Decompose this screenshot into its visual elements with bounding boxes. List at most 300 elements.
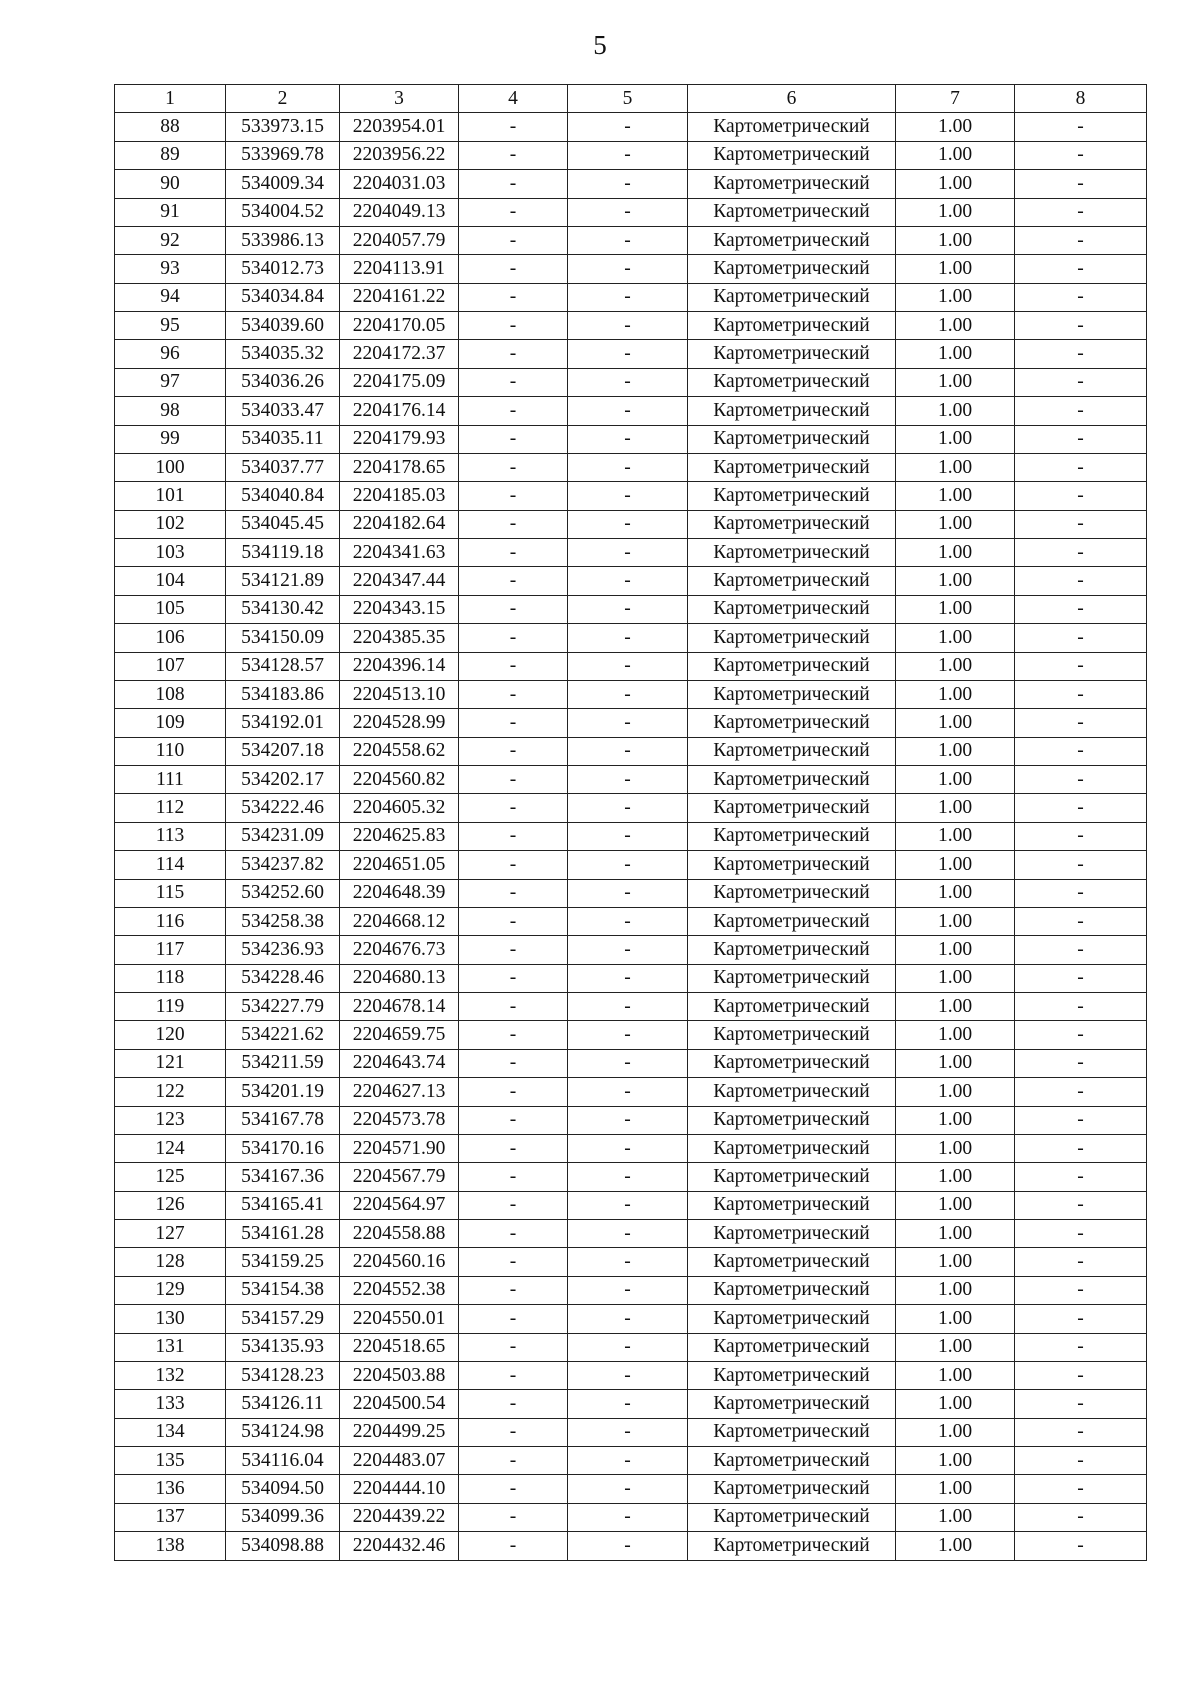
cell-point-number: 136 [115,1475,226,1503]
cell-col-5-value: - [568,1021,688,1049]
cell-point-number: 102 [115,510,226,538]
cell-coord-y: 2204182.64 [340,510,459,538]
cell-coord-y: 2204031.03 [340,170,459,198]
cell-col-8-value: - [1015,1305,1147,1333]
table-row [115,567,1147,595]
cell-coord-x: 534035.11 [226,425,340,453]
cell-method: Картометрический [688,766,896,794]
cell-coord-x: 534135.93 [226,1333,340,1361]
cell-accuracy: 1.00 [896,1248,1015,1276]
cell-method: Картометрический [688,283,896,311]
table-row [115,226,1147,254]
cell-col-5-value: - [568,766,688,794]
cell-method: Картометрический [688,1361,896,1389]
cell-col-5-value: - [568,1361,688,1389]
cell-method: Картометрический [688,1503,896,1531]
cell-coord-x: 534161.28 [226,1220,340,1248]
cell-col-4-value: - [459,1475,568,1503]
cell-col-4-value: - [459,964,568,992]
cell-coord-x: 534221.62 [226,1021,340,1049]
cell-coord-x: 534170.16 [226,1134,340,1162]
cell-col-8-value: - [1015,255,1147,283]
cell-col-4-value: - [459,1305,568,1333]
cell-accuracy: 1.00 [896,539,1015,567]
cell-col-5-value: - [568,709,688,737]
cell-coord-x: 534045.45 [226,510,340,538]
cell-accuracy: 1.00 [896,1021,1015,1049]
cell-coord-x: 534009.34 [226,170,340,198]
table-header-row [115,85,1147,113]
cell-col-4-value: - [459,482,568,510]
cell-method: Картометрический [688,1390,896,1418]
cell-col-5-value: - [568,567,688,595]
cell-coord-y: 2204432.46 [340,1532,459,1560]
cell-col-5-value: - [568,1276,688,1304]
column-header-8: 8 [1015,85,1147,113]
cell-point-number: 104 [115,567,226,595]
cell-method: Картометрический [688,907,896,935]
cell-coord-x: 533969.78 [226,141,340,169]
cell-point-number: 118 [115,964,226,992]
cell-col-8-value: - [1015,595,1147,623]
cell-accuracy: 1.00 [896,1276,1015,1304]
cell-coord-x: 534034.84 [226,283,340,311]
cell-col-5-value: - [568,1390,688,1418]
cell-point-number: 122 [115,1078,226,1106]
cell-coord-y: 2204678.14 [340,993,459,1021]
cell-coord-x: 534207.18 [226,737,340,765]
cell-coord-y: 2204170.05 [340,312,459,340]
cell-method: Картометрический [688,964,896,992]
cell-coord-x: 534222.46 [226,794,340,822]
cell-accuracy: 1.00 [896,368,1015,396]
cell-accuracy: 1.00 [896,1191,1015,1219]
cell-col-5-value: - [568,113,688,141]
cell-point-number: 114 [115,851,226,879]
cell-col-8-value: - [1015,652,1147,680]
cell-method: Картометрический [688,567,896,595]
cell-col-8-value: - [1015,822,1147,850]
cell-col-4-value: - [459,283,568,311]
cell-col-5-value: - [568,1475,688,1503]
cell-accuracy: 1.00 [896,1475,1015,1503]
cell-point-number: 115 [115,879,226,907]
cell-coord-y: 2204668.12 [340,907,459,935]
cell-col-8-value: - [1015,170,1147,198]
cell-col-4-value: - [459,198,568,226]
cell-col-5-value: - [568,255,688,283]
cell-col-8-value: - [1015,1248,1147,1276]
cell-col-4-value: - [459,1220,568,1248]
cell-coord-y: 2204558.62 [340,737,459,765]
cell-point-number: 125 [115,1163,226,1191]
cell-coord-x: 534124.98 [226,1418,340,1446]
column-header-6: 6 [688,85,896,113]
cell-col-5-value: - [568,851,688,879]
cell-accuracy: 1.00 [896,1163,1015,1191]
cell-coord-x: 534116.04 [226,1447,340,1475]
cell-accuracy: 1.00 [896,141,1015,169]
cell-accuracy: 1.00 [896,1361,1015,1389]
cell-point-number: 120 [115,1021,226,1049]
cell-method: Картометрический [688,453,896,481]
cell-method: Картометрический [688,141,896,169]
table-row [115,368,1147,396]
cell-col-8-value: - [1015,936,1147,964]
cell-point-number: 111 [115,766,226,794]
cell-point-number: 98 [115,397,226,425]
cell-col-4-value: - [459,652,568,680]
cell-col-5-value: - [568,936,688,964]
cell-col-5-value: - [568,1106,688,1134]
table-row [115,993,1147,1021]
cell-point-number: 132 [115,1361,226,1389]
table-row [115,1276,1147,1304]
cell-method: Картометрический [688,113,896,141]
cell-method: Картометрический [688,993,896,1021]
cell-coord-y: 2204567.79 [340,1163,459,1191]
cell-col-8-value: - [1015,1078,1147,1106]
cell-col-8-value: - [1015,453,1147,481]
cell-col-8-value: - [1015,1276,1147,1304]
cell-accuracy: 1.00 [896,1503,1015,1531]
cell-accuracy: 1.00 [896,737,1015,765]
cell-col-4-value: - [459,1191,568,1219]
cell-method: Картометрический [688,624,896,652]
cell-col-8-value: - [1015,680,1147,708]
cell-coord-y: 2204444.10 [340,1475,459,1503]
cell-col-8-value: - [1015,1220,1147,1248]
cell-coord-y: 2204573.78 [340,1106,459,1134]
cell-coord-y: 2204503.88 [340,1361,459,1389]
cell-point-number: 113 [115,822,226,850]
cell-col-4-value: - [459,1418,568,1446]
cell-col-5-value: - [568,1248,688,1276]
page-number: 5 [593,30,607,60]
cell-col-8-value: - [1015,624,1147,652]
cell-accuracy: 1.00 [896,1418,1015,1446]
cell-col-5-value: - [568,539,688,567]
cell-coord-x: 534183.86 [226,680,340,708]
cell-col-5-value: - [568,1447,688,1475]
cell-col-5-value: - [568,1532,688,1560]
cell-col-8-value: - [1015,1447,1147,1475]
cell-point-number: 130 [115,1305,226,1333]
cell-col-4-value: - [459,1049,568,1077]
table-row [115,1248,1147,1276]
cell-col-5-value: - [568,510,688,538]
cell-point-number: 108 [115,680,226,708]
cell-col-8-value: - [1015,1106,1147,1134]
cell-accuracy: 1.00 [896,766,1015,794]
cell-coord-x: 534098.88 [226,1532,340,1560]
cell-method: Картометрический [688,680,896,708]
cell-point-number: 128 [115,1248,226,1276]
table-body [115,113,1147,1560]
cell-col-8-value: - [1015,567,1147,595]
cell-col-8-value: - [1015,312,1147,340]
cell-col-4-value: - [459,936,568,964]
cell-col-4-value: - [459,624,568,652]
cell-coord-y: 2204552.38 [340,1276,459,1304]
cell-coord-x: 534035.32 [226,340,340,368]
cell-accuracy: 1.00 [896,709,1015,737]
cell-col-5-value: - [568,1134,688,1162]
cell-accuracy: 1.00 [896,822,1015,850]
cell-coord-y: 2204558.88 [340,1220,459,1248]
table-row [115,453,1147,481]
cell-point-number: 101 [115,482,226,510]
cell-col-4-value: - [459,1333,568,1361]
cell-point-number: 93 [115,255,226,283]
cell-col-8-value: - [1015,340,1147,368]
cell-point-number: 92 [115,226,226,254]
table-row [115,1049,1147,1077]
cell-col-4-value: - [459,1276,568,1304]
cell-point-number: 100 [115,453,226,481]
cell-method: Картометрический [688,340,896,368]
cell-point-number: 88 [115,113,226,141]
cell-col-8-value: - [1015,482,1147,510]
table-row [115,283,1147,311]
cell-coord-x: 534167.36 [226,1163,340,1191]
cell-accuracy: 1.00 [896,794,1015,822]
table-row [115,1163,1147,1191]
cell-coord-y: 2204625.83 [340,822,459,850]
cell-col-4-value: - [459,1078,568,1106]
cell-coord-y: 2204571.90 [340,1134,459,1162]
cell-accuracy: 1.00 [896,936,1015,964]
cell-accuracy: 1.00 [896,595,1015,623]
cell-col-8-value: - [1015,851,1147,879]
column-header-2: 2 [226,85,340,113]
cell-method: Картометрический [688,425,896,453]
cell-coord-y: 2204605.32 [340,794,459,822]
cell-coord-y: 2204057.79 [340,226,459,254]
cell-point-number: 95 [115,312,226,340]
cell-col-5-value: - [568,397,688,425]
table-row [115,1305,1147,1333]
cell-coord-x: 534004.52 [226,198,340,226]
cell-coord-x: 534157.29 [226,1305,340,1333]
column-header-7: 7 [896,85,1015,113]
cell-method: Картометрический [688,1163,896,1191]
cell-col-8-value: - [1015,766,1147,794]
cell-col-5-value: - [568,425,688,453]
cell-coord-x: 534159.25 [226,1248,340,1276]
cell-coord-y: 2204564.97 [340,1191,459,1219]
cell-point-number: 112 [115,794,226,822]
cell-coord-y: 2204172.37 [340,340,459,368]
cell-coord-x: 534237.82 [226,851,340,879]
table-row [115,936,1147,964]
cell-col-4-value: - [459,567,568,595]
cell-coord-y: 2204178.65 [340,453,459,481]
cell-col-5-value: - [568,964,688,992]
cell-method: Картометрический [688,822,896,850]
cell-coord-y: 2204528.99 [340,709,459,737]
cell-point-number: 129 [115,1276,226,1304]
cell-method: Картометрический [688,226,896,254]
cell-col-5-value: - [568,141,688,169]
cell-col-4-value: - [459,425,568,453]
table-row [115,1333,1147,1361]
cell-col-4-value: - [459,595,568,623]
cell-col-4-value: - [459,851,568,879]
cell-col-8-value: - [1015,1503,1147,1531]
table-row [115,510,1147,538]
cell-coord-y: 2204347.44 [340,567,459,595]
cell-coord-y: 2204385.35 [340,624,459,652]
cell-col-8-value: - [1015,510,1147,538]
cell-col-8-value: - [1015,1475,1147,1503]
table-row [115,1390,1147,1418]
cell-method: Картометрический [688,936,896,964]
cell-col-8-value: - [1015,1049,1147,1077]
cell-col-8-value: - [1015,226,1147,254]
cell-method: Картометрический [688,170,896,198]
cell-col-4-value: - [459,170,568,198]
cell-coord-y: 2204518.65 [340,1333,459,1361]
cell-method: Картометрический [688,510,896,538]
cell-col-8-value: - [1015,1532,1147,1560]
cell-point-number: 119 [115,993,226,1021]
cell-accuracy: 1.00 [896,964,1015,992]
table-row [115,1191,1147,1219]
table-row [115,680,1147,708]
cell-col-4-value: - [459,453,568,481]
cell-accuracy: 1.00 [896,255,1015,283]
cell-coord-y: 2204513.10 [340,680,459,708]
cell-accuracy: 1.00 [896,453,1015,481]
table-row [115,624,1147,652]
cell-coord-x: 534119.18 [226,539,340,567]
cell-coord-y: 2204161.22 [340,283,459,311]
cell-col-8-value: - [1015,368,1147,396]
cell-coord-y: 2203956.22 [340,141,459,169]
cell-col-4-value: - [459,822,568,850]
cell-coord-y: 2204676.73 [340,936,459,964]
cell-point-number: 90 [115,170,226,198]
cell-coord-y: 2203954.01 [340,113,459,141]
cell-method: Картометрический [688,539,896,567]
table-row [115,1021,1147,1049]
cell-point-number: 103 [115,539,226,567]
cell-col-5-value: - [568,198,688,226]
cell-point-number: 127 [115,1220,226,1248]
cell-coord-x: 534167.78 [226,1106,340,1134]
cell-col-8-value: - [1015,993,1147,1021]
cell-col-8-value: - [1015,397,1147,425]
cell-col-8-value: - [1015,198,1147,226]
table-row [115,141,1147,169]
cell-method: Картометрический [688,198,896,226]
cell-coord-x: 534154.38 [226,1276,340,1304]
table-row [115,822,1147,850]
cell-accuracy: 1.00 [896,312,1015,340]
cell-col-8-value: - [1015,709,1147,737]
cell-accuracy: 1.00 [896,624,1015,652]
cell-method: Картометрический [688,652,896,680]
column-header-5: 5 [568,85,688,113]
cell-coord-y: 2204499.25 [340,1418,459,1446]
cell-col-4-value: - [459,255,568,283]
cell-col-5-value: - [568,283,688,311]
cell-col-5-value: - [568,1191,688,1219]
table-row [115,340,1147,368]
cell-method: Картометрический [688,1276,896,1304]
cell-method: Картометрический [688,879,896,907]
cell-method: Картометрический [688,595,896,623]
cell-accuracy: 1.00 [896,198,1015,226]
cell-col-5-value: - [568,1503,688,1531]
table-row [115,255,1147,283]
table-row [115,1418,1147,1446]
cell-col-8-value: - [1015,737,1147,765]
cell-col-4-value: - [459,1021,568,1049]
cell-point-number: 137 [115,1503,226,1531]
cell-col-4-value: - [459,141,568,169]
cell-point-number: 107 [115,652,226,680]
cell-col-8-value: - [1015,1021,1147,1049]
cell-coord-x: 533973.15 [226,113,340,141]
table-row [115,1447,1147,1475]
cell-coord-y: 2204560.82 [340,766,459,794]
table-row [115,1475,1147,1503]
cell-col-4-value: - [459,397,568,425]
cell-method: Картометрический [688,709,896,737]
cell-coord-y: 2204500.54 [340,1390,459,1418]
cell-accuracy: 1.00 [896,567,1015,595]
table-row [115,879,1147,907]
cell-point-number: 91 [115,198,226,226]
cell-col-8-value: - [1015,283,1147,311]
cell-point-number: 121 [115,1049,226,1077]
cell-accuracy: 1.00 [896,1220,1015,1248]
cell-col-5-value: - [568,993,688,1021]
cell-col-8-value: - [1015,1134,1147,1162]
cell-point-number: 123 [115,1106,226,1134]
cell-coord-y: 2204651.05 [340,851,459,879]
cell-col-8-value: - [1015,1418,1147,1446]
cell-point-number: 135 [115,1447,226,1475]
cell-col-4-value: - [459,907,568,935]
cell-coord-y: 2204648.39 [340,879,459,907]
cell-col-8-value: - [1015,907,1147,935]
cell-point-number: 105 [115,595,226,623]
cell-col-5-value: - [568,340,688,368]
cell-col-4-value: - [459,1106,568,1134]
cell-col-4-value: - [459,993,568,1021]
table-row [115,1532,1147,1560]
cell-accuracy: 1.00 [896,170,1015,198]
cell-coord-x: 534128.23 [226,1361,340,1389]
cell-col-8-value: - [1015,794,1147,822]
cell-col-5-value: - [568,680,688,708]
cell-accuracy: 1.00 [896,340,1015,368]
cell-accuracy: 1.00 [896,680,1015,708]
cell-method: Картометрический [688,482,896,510]
cell-point-number: 109 [115,709,226,737]
cell-coord-y: 2204175.09 [340,368,459,396]
cell-method: Картометрический [688,1049,896,1077]
cell-col-4-value: - [459,340,568,368]
table-row [115,709,1147,737]
cell-col-4-value: - [459,709,568,737]
table-row [115,652,1147,680]
cell-method: Картометрический [688,1333,896,1361]
cell-col-8-value: - [1015,1361,1147,1389]
